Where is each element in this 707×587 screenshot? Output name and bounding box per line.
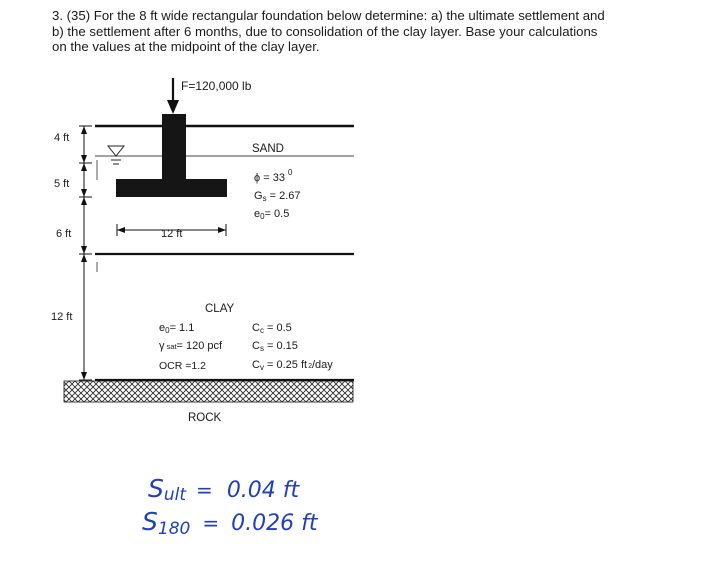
sand-phi-text: ϕ = 33 <box>254 172 285 184</box>
clay-cc-sub: c <box>259 326 264 335</box>
clay-e0-value: = 1.1 <box>169 322 195 334</box>
sand-gs-value: = 2.67 <box>266 190 301 202</box>
clay-cv <box>252 359 333 372</box>
clay-cv-exp: 2 <box>308 363 312 370</box>
s-180-value: 0.026 ft <box>231 511 318 536</box>
sand-e0-value: = 0.5 <box>264 208 290 220</box>
clay-gamma-symbol: γ <box>159 340 165 352</box>
clay-ocr: OCR =1.2 <box>159 360 206 372</box>
s-ult-sub: ult <box>163 485 187 505</box>
clay-e0-sub: 0 <box>165 326 170 335</box>
problem-line-1: 3. (35) For the 8 ft wide rectangular foundation below determine: a) the ultimate settlement and <box>52 8 605 23</box>
clay-cs-symbol: C <box>252 340 260 352</box>
rock-hatch <box>64 381 353 402</box>
clay-cc <box>252 322 292 335</box>
water-table-icon <box>108 146 124 164</box>
clay-gamma-sub: sat <box>166 342 177 351</box>
clay-gamma-value: = 120 pcf <box>176 340 223 352</box>
s-180-line <box>142 507 319 539</box>
sand-label: SAND <box>252 143 284 155</box>
clay-cs-value: = 0.15 <box>263 340 298 352</box>
clay-label: CLAY <box>205 303 235 315</box>
problem-line-2: b) the settlement after 6 months, due to consolidation of the clay layer. Base your calculations <box>52 23 598 39</box>
clay-cs-sub: s <box>259 344 264 353</box>
s-ult-value: 0.04 ft <box>226 478 300 503</box>
sand-e0 <box>254 208 289 221</box>
sand-phi <box>254 168 293 184</box>
s-180-sub: 180 <box>157 519 191 539</box>
sand-gs-symbol: G <box>254 190 263 202</box>
s-180-symbol: S <box>142 507 158 536</box>
rock-label: ROCK <box>188 412 222 424</box>
clay-cv-unit: /day <box>311 359 333 371</box>
handwritten-answers <box>142 474 319 539</box>
dim-4ft: 4 ft <box>54 132 70 144</box>
dim-12ft: 12 ft <box>51 311 73 323</box>
dim-5ft: 5 ft <box>54 178 70 190</box>
depth-dimension-line <box>79 126 97 380</box>
clay-cv-symbol: C <box>252 359 260 371</box>
s-ult-symbol: S <box>148 474 164 503</box>
clay-cc-symbol: C <box>252 322 260 334</box>
load-label: F=120,000 lb <box>181 79 252 93</box>
problem-line-3: on the values at the midpoint of the clay layer. <box>52 39 320 54</box>
clay-e0 <box>159 322 194 335</box>
sand-e0-sub: 0 <box>260 212 265 221</box>
sand-e0-symbol: e <box>254 208 261 220</box>
sand-phi-degree: 0 <box>287 168 293 177</box>
s-ult-equals: = <box>196 478 213 502</box>
clay-cc-value: = 0.5 <box>263 322 292 334</box>
clay-cs <box>252 340 298 353</box>
clay-gamma <box>159 340 223 352</box>
s-180-equals: = <box>202 511 220 535</box>
sand-gs <box>254 190 301 203</box>
clay-e0-symbol: e <box>159 322 166 334</box>
footing-width-label: 12 ft <box>161 228 183 240</box>
clay-cv-value: = 0.25 ft <box>263 359 308 371</box>
sand-gs-sub: s <box>262 194 267 203</box>
clay-cv-sub: v <box>259 363 264 372</box>
dim-6ft: 6 ft <box>56 228 72 240</box>
s-ult-line <box>148 474 301 505</box>
load-arrow <box>167 78 179 114</box>
